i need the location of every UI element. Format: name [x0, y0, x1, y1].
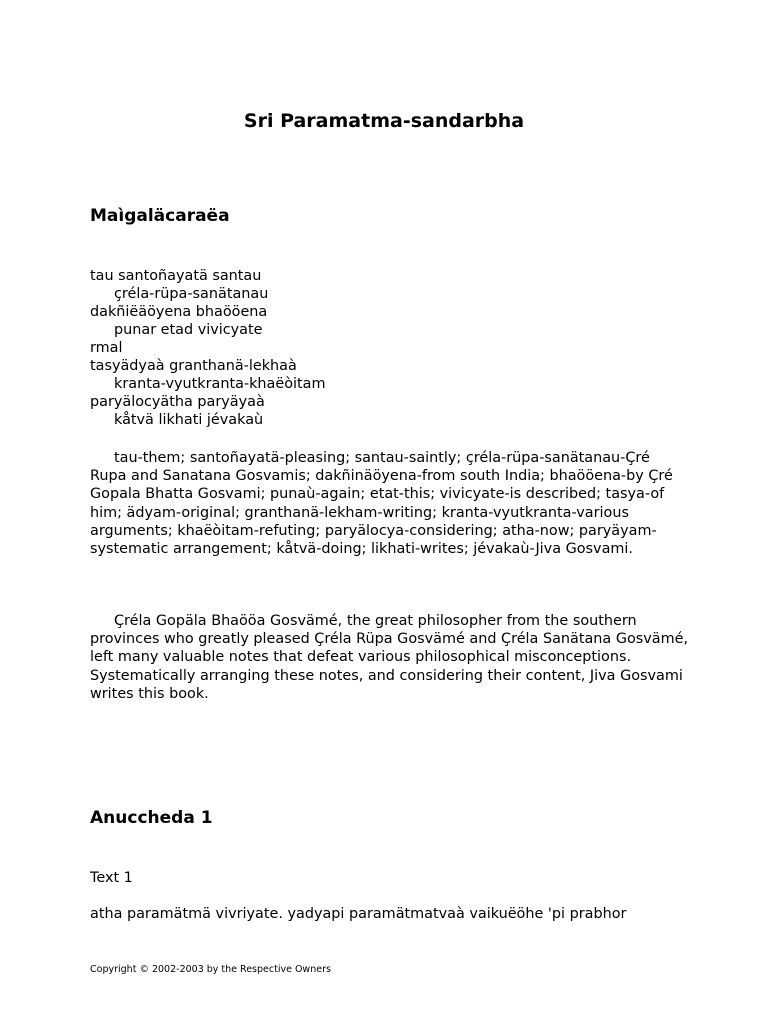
verse-line: tasyädyaà granthanä-lekhaà	[90, 358, 297, 374]
verse-line: çréla-rüpa-sanätanau	[114, 286, 269, 302]
text-number-label: Text 1	[90, 870, 133, 886]
verse-line: rmal	[90, 340, 123, 356]
verse-line: kranta-vyutkranta-khaëòitam	[114, 376, 326, 392]
translation-paragraph	[90, 612, 690, 703]
invocation-verse	[90, 267, 326, 429]
verse-line: kåtvä likhati jévakaù	[114, 412, 264, 428]
sanskrit-text-line: atha paramätmä vivriyate. yadyapi paramätmatvaà vaikuëöhe 'pi prabhor	[90, 906, 627, 922]
word-for-word-paragraph	[90, 449, 690, 558]
verse-line: tau santoñayatä santau	[90, 268, 262, 284]
translation-text: Çréla Gopäla Bhaööa Gosvämé, the great philosopher from the southern provinces who greatly pleased Çréla Rüpa Gosvämé and Çréla Sanätana Gosvämé, left many valuable notes that defeat various philosophical misconceptions. Systematically arranging these notes, and considering their content, Jiva Gosvami writes this book.	[90, 613, 689, 702]
verse-line: paryälocyätha paryäyaà	[90, 394, 265, 410]
page-title: Sri Paramatma-sandarbha	[243, 110, 525, 132]
word-for-word-text: tau-them; santoñayatä-pleasing; santau-saintly; çréla-rüpa-sanätanau-Çré Rupa and Sanatana Gosvamis; dakñinäöyena-from south India; bhaööena-by Çré Gopala Bhatta Gosvami; punaù-again; etat-this; vivicyate-is described; tasya-of him; ädyam-original; granthanä-lekham-writing; kranta-vyutkranta-various arguments; khaëòitam-refuting; paryälocya-considering; atha-now; paryäyam-systematic arrangement; kåtvä-doing; likhati-writes; jévakaù-Jiva Gosvami.	[90, 450, 673, 558]
verse-line: dakñiëäöyena bhaööena	[90, 304, 268, 320]
verse-line: punar etad vivicyate	[114, 322, 263, 338]
copyright-footer: Copyright © 2002-2003 by the Respective Owners	[90, 964, 331, 975]
chapter-heading: Anuccheda 1	[90, 808, 213, 828]
section-heading-mangalacarana: Maìgaläcaraëa	[90, 206, 230, 226]
